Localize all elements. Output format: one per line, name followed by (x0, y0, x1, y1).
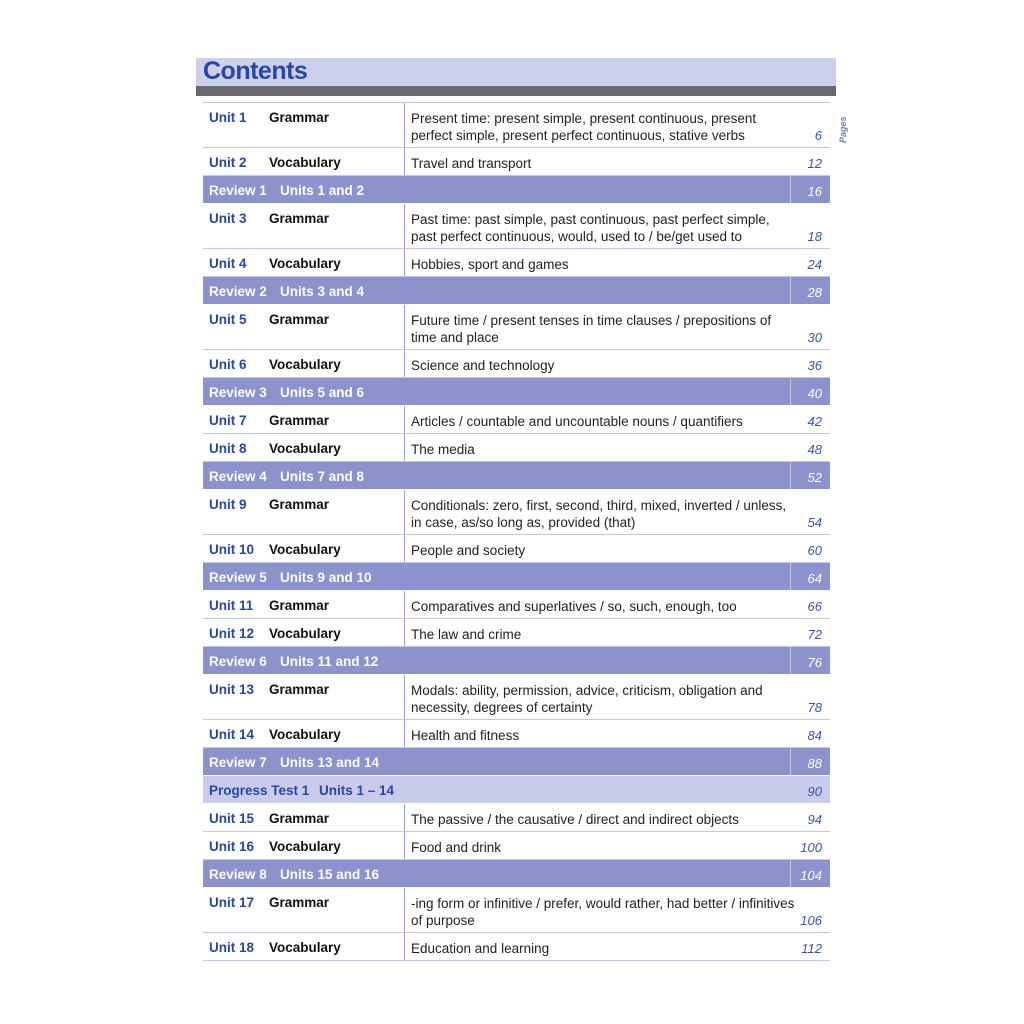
page-number: 12 (807, 156, 822, 171)
page-number: 6 (814, 128, 822, 143)
page-number: 106 (800, 913, 822, 928)
page-number: 16 (807, 184, 822, 199)
unit-type: Grammar (269, 312, 330, 327)
unit-type: Grammar (269, 413, 330, 428)
progress-test-row (203, 776, 830, 804)
review-row (203, 563, 830, 591)
unit-description: Travel and transport (411, 156, 532, 171)
page-number: 84 (807, 728, 822, 743)
page-number: 78 (807, 700, 822, 715)
column-divider (404, 591, 405, 618)
column-divider (404, 350, 405, 377)
column-divider (404, 249, 405, 276)
review-label: Review 6 (209, 654, 267, 669)
units-range: Units 1 – 14 (319, 783, 395, 798)
page-number: 76 (807, 655, 822, 670)
unit-number: Unit 15 (209, 811, 255, 826)
review-row (203, 378, 830, 406)
unit-type: Vocabulary (269, 542, 341, 557)
unit-row (203, 204, 830, 249)
unit-number: Unit 10 (209, 542, 255, 557)
unit-row (203, 535, 830, 563)
column-divider (404, 933, 405, 960)
units-range: Units 15 and 16 (280, 867, 380, 882)
unit-type: Vocabulary (269, 441, 341, 456)
unit-row (203, 434, 830, 462)
unit-type: Grammar (269, 211, 330, 226)
unit-row (203, 249, 830, 277)
unit-number: Unit 13 (209, 682, 255, 697)
units-range: Units 7 and 8 (280, 469, 365, 484)
page-number: 24 (807, 257, 822, 272)
pages-column-label: Pages (838, 116, 848, 143)
unit-row (203, 619, 830, 647)
unit-row (203, 888, 830, 933)
review-label: Review 8 (209, 867, 267, 882)
page-number: 112 (801, 941, 822, 956)
units-range: Units 3 and 4 (280, 284, 365, 299)
unit-description: The media (411, 442, 475, 457)
column-divider (404, 535, 405, 562)
unit-row (203, 490, 830, 535)
unit-type: Grammar (269, 598, 330, 613)
unit-number: Unit 11 (209, 598, 254, 613)
column-divider (404, 832, 405, 859)
unit-number: Unit 1 (209, 110, 247, 125)
page-number: 28 (807, 285, 822, 300)
units-range: Units 13 and 14 (280, 755, 380, 770)
unit-type: Vocabulary (269, 626, 341, 641)
page-number: 100 (800, 840, 822, 855)
units-range: Units 11 and 12 (280, 654, 379, 669)
page-number: 40 (807, 386, 822, 401)
unit-description: People and society (411, 543, 526, 558)
page-number: 66 (807, 599, 822, 614)
column-divider (404, 720, 405, 747)
column-divider (404, 675, 405, 719)
column-divider (790, 462, 791, 489)
page-number: 18 (807, 229, 822, 244)
unit-number: Unit 5 (209, 312, 247, 327)
unit-description: Articles / countable and uncountable nouns / quantifiers (411, 414, 743, 429)
review-row (203, 860, 830, 888)
contents-table (203, 102, 830, 961)
unit-row (203, 804, 830, 832)
unit-row (203, 350, 830, 378)
page-number: 52 (807, 470, 822, 485)
unit-number: Unit 18 (209, 940, 255, 955)
column-divider (404, 103, 405, 147)
unit-description: Conditionals: zero, first, second, third, mixed, inverted / unless, in case, as/so long as, provided (that) (411, 498, 787, 530)
unit-number: Unit 4 (209, 256, 247, 271)
unit-row (203, 591, 830, 619)
review-row (203, 176, 830, 204)
unit-row (203, 305, 830, 350)
page-number: 30 (807, 330, 822, 345)
unit-number: Unit 8 (209, 441, 247, 456)
unit-row (203, 103, 830, 148)
unit-type: Vocabulary (269, 839, 341, 854)
unit-description: Present time: present simple, present continuous, present perfect simple, present perfect continuous, stative verbs (411, 111, 757, 143)
review-row (203, 462, 830, 490)
title-bar (196, 58, 836, 86)
unit-row (203, 933, 830, 961)
unit-type: Vocabulary (269, 256, 341, 271)
page-number: 64 (807, 571, 822, 586)
title-rule (196, 86, 836, 96)
unit-row (203, 832, 830, 860)
column-divider (404, 619, 405, 646)
page-number: 42 (807, 414, 822, 429)
unit-type: Vocabulary (269, 940, 341, 955)
column-divider (790, 748, 791, 775)
unit-description: Education and learning (411, 941, 550, 956)
column-divider (404, 305, 405, 349)
progress-test-label: Progress Test 1 (209, 783, 310, 798)
column-divider (404, 204, 405, 248)
unit-number: Unit 9 (209, 497, 247, 512)
unit-description: Food and drink (411, 840, 502, 855)
column-divider (790, 378, 791, 405)
unit-description: Past time: past simple, past continuous, past perfect simple, past perfect continuous, would, used to / be/get used to (411, 212, 770, 244)
column-divider (790, 776, 791, 803)
unit-description: Hobbies, sport and games (411, 257, 569, 272)
review-row (203, 647, 830, 675)
unit-type: Grammar (269, 497, 330, 512)
column-divider (404, 804, 405, 831)
unit-description: The passive / the causative / direct and indirect objects (411, 812, 739, 827)
unit-type: Grammar (269, 682, 330, 697)
review-label: Review 3 (209, 385, 267, 400)
page-number: 54 (807, 515, 822, 530)
unit-description: Health and fitness (411, 728, 520, 743)
unit-number: Unit 17 (209, 895, 255, 910)
page-number: 104 (800, 868, 822, 883)
review-row (203, 748, 830, 776)
review-label: Review 4 (209, 469, 267, 484)
unit-description: Comparatives and superlatives / so, such, enough, too (411, 599, 737, 614)
unit-number: Unit 2 (209, 155, 247, 170)
column-divider (404, 490, 405, 534)
column-divider (790, 176, 791, 203)
unit-type: Grammar (269, 110, 330, 125)
unit-row (203, 720, 830, 748)
page-number: 90 (807, 784, 822, 799)
unit-type: Vocabulary (269, 357, 341, 372)
column-divider (790, 277, 791, 304)
unit-description: Science and technology (411, 358, 555, 373)
unit-type: Grammar (269, 895, 330, 910)
review-label: Review 5 (209, 570, 267, 585)
page-number: 60 (807, 543, 822, 558)
page-number: 36 (807, 358, 822, 373)
unit-description: Future time / present tenses in time clauses / prepositions of time and place (411, 313, 772, 345)
unit-description: -ing form or infinitive / prefer, would rather, had better / infinitives of purpose (411, 896, 795, 928)
unit-description: Modals: ability, permission, advice, criticism, obligation and necessity, degrees of certainty (411, 683, 763, 715)
column-divider (404, 434, 405, 461)
unit-row (203, 675, 830, 720)
column-divider (404, 888, 405, 932)
unit-type: Vocabulary (269, 155, 341, 170)
column-divider (404, 406, 405, 433)
unit-number: Unit 14 (209, 727, 255, 742)
unit-number: Unit 7 (209, 413, 247, 428)
page-number: 48 (807, 442, 822, 457)
unit-number: Unit 3 (209, 211, 247, 226)
unit-description: The law and crime (411, 627, 522, 642)
review-label: Review 7 (209, 755, 267, 770)
page-number: 94 (807, 812, 822, 827)
unit-number: Unit 12 (209, 626, 255, 641)
column-divider (790, 563, 791, 590)
review-row (203, 277, 830, 305)
units-range: Units 9 and 10 (280, 570, 372, 585)
unit-row (203, 148, 830, 176)
page-number: 88 (807, 756, 822, 771)
page-title: Contents (203, 57, 308, 85)
review-label: Review 2 (209, 284, 267, 299)
column-divider (790, 647, 791, 674)
units-range: Units 1 and 2 (280, 183, 365, 198)
units-range: Units 5 and 6 (280, 385, 365, 400)
column-divider (404, 148, 405, 175)
unit-type: Vocabulary (269, 727, 341, 742)
review-label: Review 1 (209, 183, 267, 198)
unit-type: Grammar (269, 811, 330, 826)
unit-row (203, 406, 830, 434)
unit-number: Unit 16 (209, 839, 255, 854)
page-number: 72 (807, 627, 822, 642)
unit-number: Unit 6 (209, 357, 247, 372)
column-divider (790, 860, 791, 887)
